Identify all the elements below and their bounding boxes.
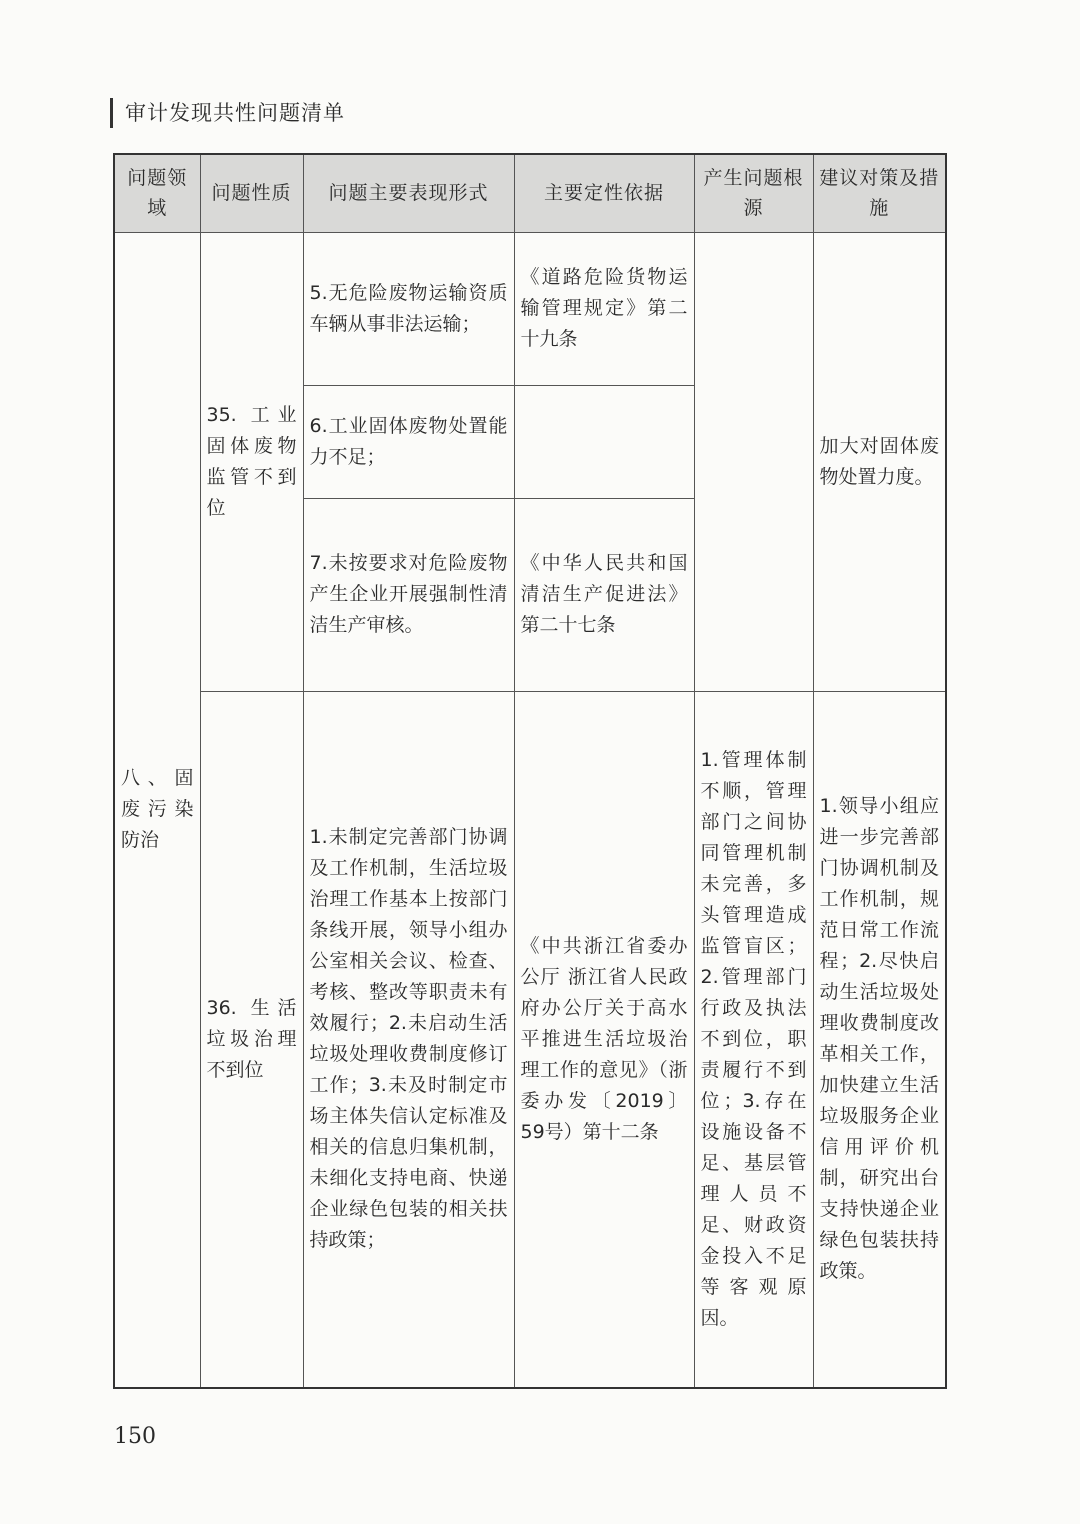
table-row — [114, 232, 946, 385]
issue36-basis-cell: 《中共浙江省委办公厅 浙江省人民政府办公厅关于高水平推进生活垃圾治理工作的意见》（浙委办发〔2019〕59号）第十二条 — [514, 691, 694, 1388]
header-row — [114, 154, 946, 232]
col-header-basis: 主要定性依据 — [514, 154, 694, 232]
page-number: 150 — [114, 1424, 156, 1449]
col-header-measure: 建议对策及措施 — [813, 154, 946, 232]
col-header-domain: 问题领域 — [114, 154, 200, 232]
running-head-title: 审计发现共性问题清单 — [110, 98, 345, 128]
domain-cell: 八、固废污染防治 — [114, 232, 200, 1388]
issue35-form7-cell: 7.未按要求对危险废物产生企业开展强制性清洁生产审核。 — [303, 498, 514, 691]
issue36-measure-cell: 1.领导小组应进一步完善部门协调机制及工作机制，规范日常工作流程；2.尽快启动生活垃圾处理收费制度改革相关工作，加快建立生活垃圾服务企业信用评价机制，研究出台支持快递企业绿色包装扶持政策。 — [813, 691, 946, 1388]
issue35-basis6-cell — [514, 385, 694, 498]
issue35-basis5-cell: 《道路危险货物运输管理规定》第二十九条 — [514, 232, 694, 385]
col-header-nature: 问题性质 — [200, 154, 303, 232]
table-row — [114, 691, 946, 1388]
col-header-root-cause: 产生问题根源 — [694, 154, 813, 232]
issue-table — [113, 153, 947, 1389]
issue35-root-cause-cell — [694, 232, 813, 691]
issue35-nature-cell: 35. 工业固体废物监管不到位 — [200, 232, 303, 691]
issue35-form6-cell: 6.工业固体废物处置能力不足； — [303, 385, 514, 498]
issue36-forms-cell: 1.未制定完善部门协调及工作机制，生活垃圾治理工作基本上按部门条线开展，领导小组办公室相关会议、检查、考核、整改等职责未有效履行；2.未启动生活垃圾处理收费制度修订工作；3.未及时制定市场主体失信认定标准及相关的信息归集机制，未细化支持电商、快递企业绿色包装的相关扶持政策； — [303, 691, 514, 1388]
col-header-form: 问题主要表现形式 — [303, 154, 514, 232]
issue36-nature-cell: 36. 生活垃圾治理不到位 — [200, 691, 303, 1388]
issue36-root-cause-cell: 1.管理体制不顺，管理部门之间协同管理机制未完善，多头管理造成监管盲区；2.管理部门行政及执法不到位，职责履行不到位；3.存在设施设备不足、基层管理人员不足、财政资金投入不足等客观原因。 — [694, 691, 813, 1388]
issue35-form5-cell: 5.无危险废物运输资质车辆从事非法运输； — [303, 232, 514, 385]
issue35-measure-cell: 加大对固体废物处置力度。 — [813, 232, 946, 691]
issue35-basis7-cell: 《中华人民共和国清洁生产促进法》第二十七条 — [514, 498, 694, 691]
